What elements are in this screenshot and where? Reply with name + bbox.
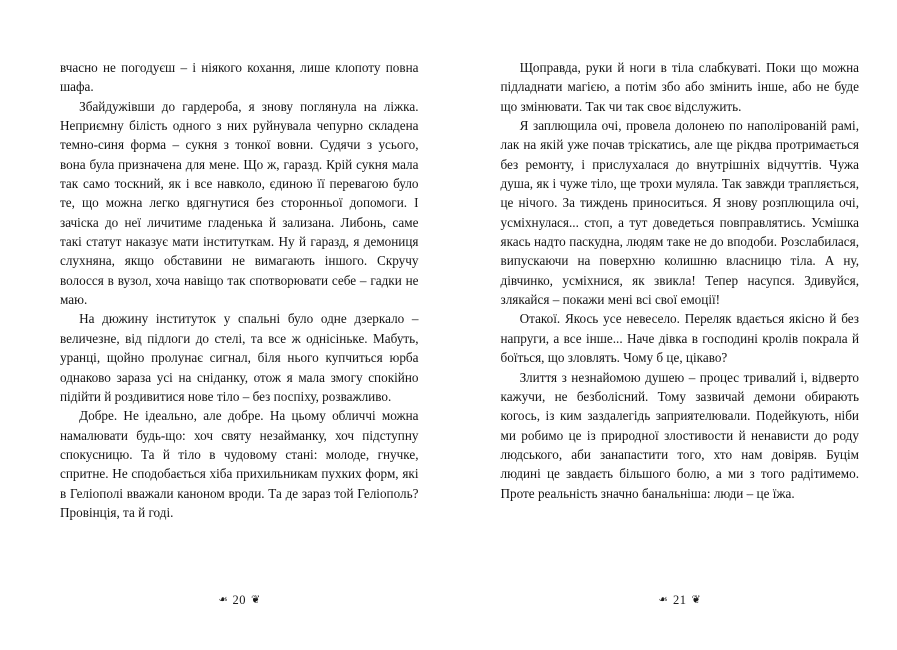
paragraph: Щоправда, руки й ноги в тіла слабкуваті. Поки що можна підладнати магією, а потім збо або змінить інше, або не буде що змінювати. Так чи так своє відслужить.: [500, 60, 859, 114]
left-page-text: [60, 58, 419, 522]
ornament-icon: ❧: [658, 594, 668, 606]
ornament-icon: ❧: [217, 594, 228, 606]
paragraph: Збайдужівши до гардероба, я знову поглянула на ліжка. Неприємну білість одного з них руйнувала чепурно складена темно-синя форма – сукня з тонкої вовни. Судячи з усього, вона була призначена для мене. Що ж, гаразд. Крій сукня мала так само тоскний, як і все навколо, єдиною її перевагою було те, що можна легко вдягнутися без сторонньої допомоги. І зачіска до неї личитиме гладенька й зализана. Либонь, саме такі статут наказує мати інституткам. Ну й гаразд, я демониця слухняна, якщо обставини не вимагають іншого. Скручу волосся в вузол, хоча навіщо так спотворювати себе – гадки не маю.: [60, 98, 419, 308]
page-number-right: [449, 593, 897, 608]
right-page-text: [501, 58, 860, 503]
paragraph: Отакої. Якось усе невесело. Переляк вдається якісно й без напруги, а все інше... Наче дівка в господині кролів покрала й боїться, що зловлять. Чому б це, цікаво?: [500, 311, 859, 366]
page-number-value: 20: [232, 593, 246, 607]
paragraph: Добре. Не ідеально, але добре. На цьому обличчі можна намалювати будь-що: хоч святу незайманку, хоч підступну спокусницю. Та й тіло в чудовому стані: молоде, гнучке, спритне. Не сподобається хіба прихильникам пухких форм, які в Геліополі вважали каноном вроди. Та де зараз той Геліополь? Провінція, та й годі.: [60, 408, 419, 520]
page-number-value: 21: [673, 593, 687, 607]
ornament-icon: ❦: [691, 594, 702, 606]
page-number-left: [0, 593, 449, 608]
paragraph: вчасно не погодуєш – і ніякого кохання, лише клопоту повна шафа.: [60, 60, 419, 95]
paragraph: Злиття з незнайомою душею – процес тривалий і, відверто кажучи, не безболісний. Тому зазвичай демони обирають когось, із ким заздалегідь заприятелювали. Подейкують, ніби ми робимо це із природної злостивости й ненависти до роду людського, аби занапастити того, хто нам довіряв. Буцім людині це завдаєть більшого болю, а ми з того радітимемо. Проте реальність значно банальніша: люди – це їжа.: [500, 369, 859, 501]
ornament-icon: ❦: [251, 594, 261, 606]
right-page: [449, 0, 897, 650]
paragraph: Я заплющила очі, провела долонею по наполірованій рамі, лак на якій уже почав тріскатись, але ще рікдва протримається без ремонту, і прислухалася до внутрішніх відчуттів. Чужа душа, як і чуже тіло, ще трохи муляла. Так завжди трапляється, це нічого. За тиждень приноситься. Я знову розплющила очі, усміхнулася... стоп, а тут доведеться повправлятись. Усмішка якась надто паскудна, людям таке не до вподоби. Розслабилася, випускаючи на поверхню колишню власницю тіла. А ну, дівчинко, усміхнися, як звикла! Тепер насупся. Здивуйся, злякайся – покажи мені всі свої емоції!: [500, 118, 859, 308]
paragraph: На дюжину інституток у спальні було одне дзеркало – величезне, від підлоги до стелі, та все ж однісіньке. Мабуть, уранці, щойно пролунає сигнал, біля нього купчиться юрба однаково зараза усі на сніданку, отож я мала змогу спокійно підійти й роздивитися нове тіло – без поспіху, розважливо.: [60, 311, 419, 404]
